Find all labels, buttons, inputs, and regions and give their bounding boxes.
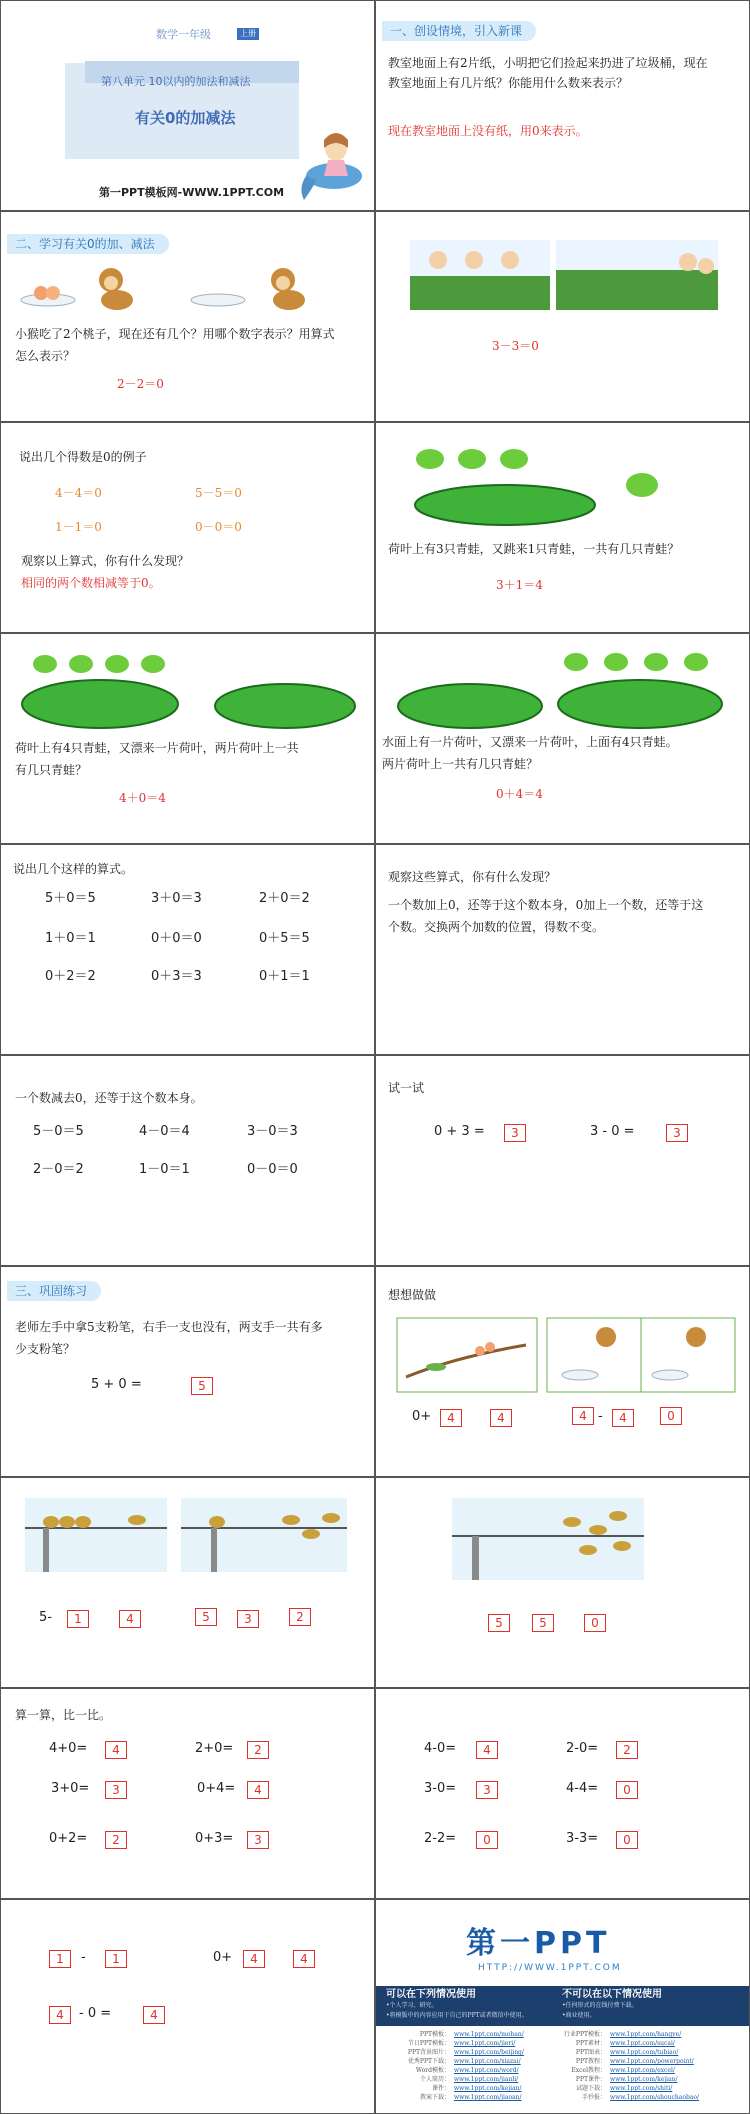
slide-compute-compare-1 — [0, 1688, 375, 1899]
answer-box[interactable]: 0 — [616, 1831, 638, 1849]
resource-link[interactable]: www.1ppt.com/excel/ — [610, 2067, 675, 2074]
resource-link-label: Excel教程： — [571, 2067, 606, 2074]
question-line-2: 有几只青蛙？ — [15, 763, 88, 777]
prompt: 算一算，比一比。 — [15, 1708, 112, 1722]
answer-box[interactable]: 2 — [289, 1608, 311, 1626]
slide-monkey-peach — [0, 211, 375, 422]
forbidden-line-1: •任何形式的在线付费下载。 — [562, 2002, 638, 2009]
minus-sign: - — [598, 1409, 603, 1424]
exercise: 0+2= — [49, 1831, 88, 1846]
slide-chalk-practice — [0, 1266, 375, 1477]
answer-box[interactable]: 4 — [476, 1741, 498, 1759]
slide-zero-examples — [0, 422, 375, 633]
answer-text: 相同的两个数相减等于0。 — [21, 576, 161, 590]
formula: 0－0＝0 — [247, 1162, 298, 1177]
answer-box[interactable]: 0 — [616, 1781, 638, 1799]
slide-birds-1 — [0, 1477, 375, 1688]
formula: 5－0＝5 — [33, 1124, 84, 1139]
formula: 2＋0＝2 — [259, 891, 310, 906]
answer-box[interactable]: 2 — [616, 1741, 638, 1759]
resource-link-label: 优秀PPT下载： — [407, 2058, 450, 2065]
answer-box[interactable]: 5 — [195, 1608, 217, 1626]
exercise: 2+0= — [195, 1741, 234, 1756]
grade-label: 数学一年级 — [156, 28, 211, 41]
zero-plus-label: 0+ — [213, 1950, 233, 1965]
exercise-2: 3 - 0 = — [590, 1124, 635, 1139]
formula: 0＋5＝5 — [259, 931, 310, 946]
resource-link-label: PPT图表： — [575, 2049, 606, 2056]
slide-birds-2 — [375, 1477, 750, 1688]
formula: 0＋3＝3 — [151, 969, 202, 984]
dolphin-girl-illustration — [296, 116, 371, 211]
question-line-2: 怎么表示？ — [15, 349, 76, 363]
exercise: 0+4= — [197, 1781, 236, 1796]
resource-link[interactable]: www.1ppt.com/shouchaobao/ — [610, 2094, 699, 2101]
exercise: 3+0= — [51, 1781, 90, 1796]
resource-link-label: 行业PPT模板： — [563, 2031, 606, 2038]
forbidden-line-2: •商业使用。 — [562, 2012, 596, 2019]
question: 观察以上算式，你有什么发现？ — [21, 554, 190, 568]
resource-link-label: PPT模板： — [419, 2031, 450, 2038]
question-line-2: 教室地面上有几片纸？你能用什么数来表示？ — [388, 76, 629, 90]
kids-garden-empty-illustration — [556, 240, 718, 310]
slide-frogs-jump — [375, 422, 750, 633]
resource-link[interactable]: www.1ppt.com/word/ — [454, 2067, 519, 2074]
slide-site-info — [375, 1899, 750, 2114]
answer-box[interactable]: 1 — [49, 1950, 71, 1968]
zero-plus-label: 0+ — [412, 1409, 432, 1424]
prompt: 说出几个这样的算式。 — [13, 862, 134, 876]
answer-formula: 2－2＝0 — [117, 377, 164, 391]
frogs-on-lily-pad-illustration — [410, 437, 660, 527]
resource-link-label: 教案下载： — [419, 2094, 450, 2101]
birds-on-wire-illustration — [25, 1498, 167, 1572]
conclusion-line-2: 个数。交换两个加数的位置，得数不变。 — [388, 920, 605, 934]
frogs-second-leaf-illustration — [390, 648, 740, 734]
exercise-1: 0 + 3 = — [434, 1124, 485, 1139]
exercise: 3-3= — [566, 1831, 599, 1846]
question-line-2: 两片荷叶上一共有几只青蛙？ — [382, 757, 539, 771]
resource-link-label: PPT课件： — [575, 2076, 606, 2083]
answer-box[interactable]: 3 — [105, 1781, 127, 1799]
empty-plate-illustration — [189, 280, 247, 308]
resource-link-row — [562, 2057, 742, 2066]
answer-box[interactable]: 4 — [490, 1409, 512, 1427]
question-line-1: 荷叶上有4只青蛙，又漂来一片荷叶，两片荷叶上一共 — [15, 741, 299, 755]
section-tag: 二、学习有关0的加、减法 — [7, 234, 169, 254]
answer-box[interactable]: 2 — [105, 1831, 127, 1849]
exercise: 0+3= — [195, 1831, 234, 1846]
slide-think-do — [375, 1266, 750, 1477]
resource-link[interactable]: www.1ppt.com/kejian/ — [610, 2076, 678, 2083]
slide-intro — [375, 0, 750, 211]
answer-box[interactable]: 0 — [476, 1831, 498, 1849]
birds-all-flying-illustration — [452, 1498, 644, 1580]
links-left-column — [406, 2030, 566, 2102]
answer-formula: 4＋0＝4 — [119, 791, 166, 805]
answer-box[interactable]: 3 — [247, 1831, 269, 1849]
resource-link-label: PPT教程： — [575, 2058, 606, 2065]
resource-link[interactable]: www.1ppt.com/sucai/ — [610, 2040, 675, 2047]
exercise: 2-0= — [566, 1741, 599, 1756]
unit-title: 第八单元 10以内的加法和减法 — [101, 75, 251, 88]
resource-link-row — [406, 2084, 566, 2093]
question: 荷叶上有3只青蛙，又跳来1只青蛙，一共有几只青蛙？ — [388, 542, 680, 556]
section-tag: 一、创设情境，引入新课 — [382, 21, 536, 41]
answer-box[interactable]: 4 — [247, 1781, 269, 1799]
formula: 0＋2＝2 — [45, 969, 96, 984]
resource-link-row — [406, 2030, 566, 2039]
slide-minus-zero — [0, 1055, 375, 1266]
monkey-icon — [87, 264, 145, 312]
resource-link[interactable]: www.1ppt.com/hangye/ — [610, 2031, 682, 2038]
resource-link-row — [406, 2093, 566, 2102]
answer-box[interactable]: 2 — [247, 1741, 269, 1759]
resource-link-row — [406, 2048, 566, 2057]
exercise: 4-4= — [566, 1781, 599, 1796]
resource-link[interactable]: www.1ppt.com/kejian/ — [454, 2085, 522, 2092]
resource-link[interactable]: www.1ppt.com/shiti/ — [610, 2085, 673, 2092]
resource-link-label: 手抄报： — [581, 2094, 606, 2101]
exercise: 4-0= — [424, 1741, 457, 1756]
answer-box[interactable]: 3 — [504, 1124, 526, 1142]
answer-box[interactable]: 5 — [488, 1614, 510, 1632]
slide-observation — [375, 844, 750, 1055]
frogs-two-leaves-illustration — [15, 652, 365, 732]
resource-link[interactable]: www.1ppt.com/jieri/ — [454, 2040, 516, 2047]
slide-compute-compare-2 — [375, 1688, 750, 1899]
resource-link-label: 节日PPT模板： — [407, 2040, 450, 2047]
example-2: 5－5＝0 — [195, 486, 242, 500]
operator-text: - 0 = — [79, 2006, 112, 2021]
answer-box[interactable]: 3 — [666, 1124, 688, 1142]
answer-box[interactable]: 4 — [440, 1409, 462, 1427]
formula: 3＋0＝3 — [151, 891, 202, 906]
slide-frogs-leaf — [0, 633, 375, 844]
slide-fill-blanks — [0, 1899, 375, 2114]
exercise: 2-2= — [424, 1831, 457, 1846]
slide-try-it — [375, 1055, 750, 1266]
answer-box[interactable]: 4 — [105, 1741, 127, 1759]
formula: 2－0＝2 — [33, 1162, 84, 1177]
resource-link-label: 课件： — [431, 2085, 450, 2092]
conclusion-line-1: 一个数加上0，还等于这个数本身，0加上一个数，还等于这 — [388, 898, 704, 912]
answer-text: 现在教室地面上没有纸，用0来表示。 — [388, 124, 588, 138]
resource-link-row — [562, 2066, 742, 2075]
question-line-1: 老师左手中拿5支粉笔，右手一支也没有，两支手一共有多 — [15, 1320, 323, 1334]
resource-link[interactable]: www.1ppt.com/xiazai/ — [454, 2058, 521, 2065]
answer-formula: 3＋1＝4 — [496, 578, 543, 592]
answer-box[interactable]: 1 — [67, 1610, 89, 1628]
lesson-title: 有关0的加减法 — [135, 109, 236, 127]
formula: 4－0＝4 — [139, 1124, 190, 1139]
example-4: 0－0＝0 — [195, 520, 242, 534]
answer-box[interactable]: 5 — [191, 1377, 213, 1395]
question-line-1: 教室地面上有2片纸，小明把它们捡起来扔进了垃圾桶，现在 — [388, 56, 708, 70]
answer-box[interactable]: 4 — [49, 2006, 71, 2024]
answer-box[interactable]: 4 — [293, 1950, 315, 1968]
slide-title — [0, 0, 375, 211]
resource-link-row — [406, 2057, 566, 2066]
resource-link-label: PPT素材： — [575, 2040, 606, 2047]
birds-flying-illustration — [181, 1498, 347, 1572]
resource-link[interactable]: www.1ppt.com/tubiao/ — [610, 2049, 679, 2056]
resource-link-label: 个人简历： — [419, 2076, 450, 2083]
resource-link-row — [562, 2039, 742, 2048]
answer-box[interactable]: 1 — [105, 1950, 127, 1968]
formula: 0＋1＝1 — [259, 969, 310, 984]
question-line-2: 少支粉笔？ — [15, 1342, 76, 1356]
slide-kids-garden — [375, 211, 750, 422]
forbidden-title: 不可以在以下情况使用 — [562, 1989, 662, 2000]
rule-text: 一个数减去0，还等于这个数本身。 — [15, 1091, 203, 1105]
formula: 0＋0＝0 — [151, 931, 202, 946]
monkey-icon — [259, 264, 317, 312]
resource-link[interactable]: www.1ppt.com/moban/ — [454, 2031, 524, 2038]
peach-branch-illustration — [396, 1317, 538, 1393]
resource-link-row — [562, 2048, 742, 2057]
resource-link-label: PPT背景图片： — [407, 2049, 450, 2056]
slide-title: 试一试 — [388, 1081, 425, 1095]
resource-link[interactable]: www.1ppt.com/jiaoan/ — [454, 2094, 522, 2101]
resource-link[interactable]: www.1ppt.com/beijing/ — [454, 2049, 524, 2056]
resource-link-label: 试题下载： — [575, 2085, 606, 2092]
resource-link-row — [562, 2084, 742, 2093]
formula: 3－0＝3 — [247, 1124, 298, 1139]
example-3: 1－1＝0 — [55, 520, 102, 534]
answer-box[interactable]: 4 — [243, 1950, 265, 1968]
example-1: 4－4＝0 — [55, 486, 102, 500]
resource-link-label: Word模板： — [415, 2067, 450, 2074]
resource-link-row — [562, 2075, 742, 2084]
exercise: 4+0= — [49, 1741, 88, 1756]
slide-frogs-water — [375, 633, 750, 844]
formula: 1－0＝1 — [139, 1162, 190, 1177]
answer-box[interactable]: 3 — [237, 1610, 259, 1628]
resource-link[interactable]: www.1ppt.com/powerpoint/ — [610, 2058, 694, 2065]
question-line-1: 水面上有一片荷叶，又漂来一片荷叶，上面有4只青蛙。 — [382, 735, 678, 749]
resource-link-row — [562, 2030, 742, 2039]
allowed-title: 可以在下列情况使用 — [386, 1989, 476, 2000]
slide-plus-zero-list — [0, 844, 375, 1055]
answer-box[interactable]: 3 — [476, 1781, 498, 1799]
grade-badge: 上册 — [237, 28, 259, 40]
allowed-line-2: •将模版中的内容应用于自己的PPT或者微信中使用。 — [386, 2012, 528, 2019]
question-line-1: 小猴吃了2个桃子，现在还有几个？用哪个数字表示？用算式 — [15, 327, 335, 341]
formula: 1＋0＝1 — [45, 931, 96, 946]
section-tag: 三、巩固练习 — [7, 1281, 101, 1301]
links-right-column — [562, 2030, 742, 2102]
site-logo: 第一PPT — [466, 1926, 611, 1961]
answer-formula: 0＋4＝4 — [496, 787, 543, 801]
slide-title: 想想做做 — [388, 1288, 437, 1302]
resource-link-row — [562, 2093, 742, 2102]
answer-box[interactable]: 4 — [143, 2006, 165, 2024]
usage-banner — [376, 1986, 749, 2026]
five-minus-label: 5- — [39, 1610, 52, 1625]
answer-box[interactable]: 5 — [532, 1614, 554, 1632]
resource-link-row — [406, 2075, 566, 2084]
resource-link-row — [406, 2066, 566, 2075]
site-url: HTTP://WWW.1PPT.COM — [478, 1963, 622, 1973]
formula: 5＋0＝5 — [45, 891, 96, 906]
exercise: 5 + 0 = — [91, 1377, 142, 1392]
resource-link[interactable]: www.1ppt.com/jianli/ — [454, 2076, 519, 2083]
minus-sign: - — [81, 1950, 86, 1965]
answer-box[interactable]: 4 — [119, 1610, 141, 1628]
plate-with-peaches-illustration — [19, 280, 77, 308]
answer-box[interactable]: 0 — [660, 1407, 682, 1425]
resource-link-row — [406, 2039, 566, 2048]
allowed-line-1: •个人学习、研究。 — [386, 2002, 438, 2009]
answer-box[interactable]: 0 — [584, 1614, 606, 1632]
answer-formula: 3－3＝0 — [492, 339, 539, 353]
prompt: 说出几个得数是0的例子 — [19, 450, 147, 464]
site-footer: 第一PPT模板网-WWW.1PPT.COM — [99, 186, 285, 199]
answer-box[interactable]: 4 — [612, 1409, 634, 1427]
question: 观察这些算式，你有什么发现？ — [388, 870, 557, 884]
kids-in-garden-illustration — [410, 240, 550, 310]
monkey-plates-illustration — [546, 1317, 736, 1393]
exercise: 3-0= — [424, 1781, 457, 1796]
answer-box[interactable]: 4 — [572, 1407, 594, 1425]
